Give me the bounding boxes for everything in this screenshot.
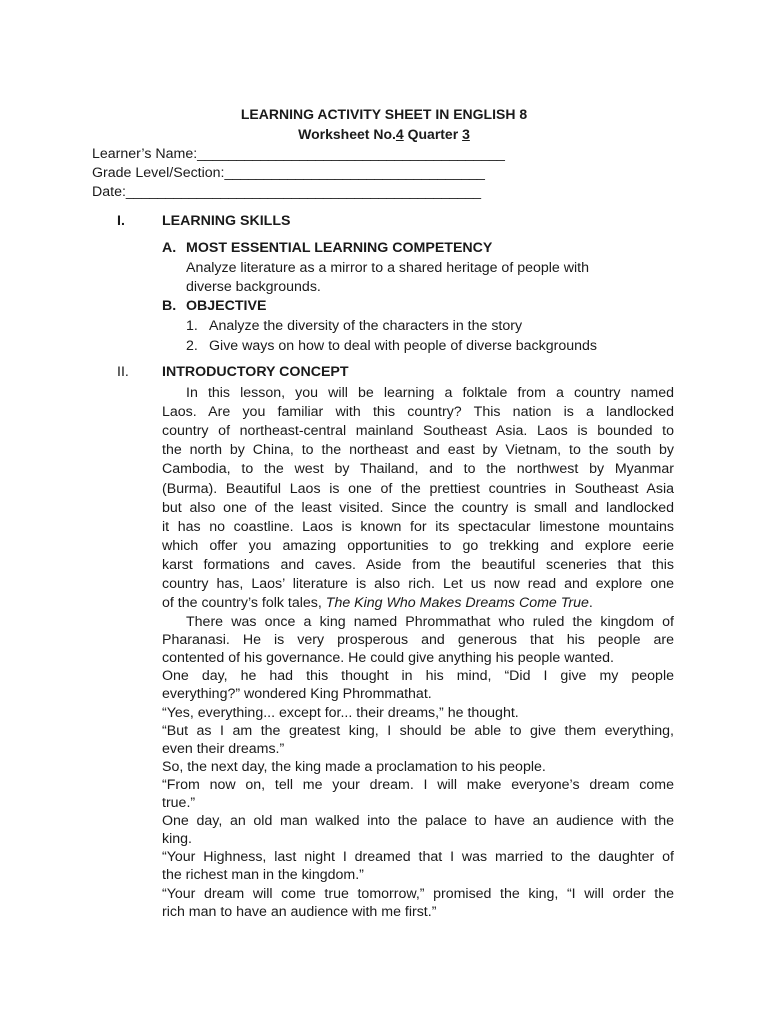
objective-1-num: 1. xyxy=(186,318,198,334)
competency-heading: MOST ESSENTIAL LEARNING COMPETENCY xyxy=(186,240,493,256)
competency-line-1: Analyze literature as a mirror to a shared heritage of people with xyxy=(186,260,589,276)
worksheet-number: 4 xyxy=(395,126,404,142)
learner-name-field: Learner’s Name:_______________________________________ xyxy=(92,146,505,162)
section2-heading: INTRODUCTORY CONCEPT xyxy=(162,364,349,380)
objective-2-text: Give ways on how to deal with people of diverse backgrounds xyxy=(209,338,598,354)
story-line: So, the next day, the king made a proclamation to his people. xyxy=(162,758,546,775)
intro-last-line xyxy=(162,594,593,612)
intro-line: karst formations and caves. Aside from the beautiful sceneries that this xyxy=(162,556,674,573)
intro-line: country has, Laos’ literature is also rich. Let us now read and explore one xyxy=(162,576,674,592)
story-line: “Your dream will come true tomorrow,” promised the king, “I will order the xyxy=(162,885,674,902)
section1-heading: LEARNING SKILLS xyxy=(162,213,291,229)
story-line: even their dreams.” xyxy=(162,740,285,757)
objective-label: B. xyxy=(162,298,177,314)
story-line: Pharanasi. He is very prosperous and generous that his people are xyxy=(162,632,674,649)
intro-last-prefix: of the country’s folk tales, xyxy=(162,595,326,611)
objective-heading: OBJECTIVE xyxy=(186,298,267,314)
story-line: rich man to have an audience with me first.” xyxy=(162,903,437,920)
story-line: “From now on, tell me your dream. I will make everyone’s dream come xyxy=(162,776,674,793)
story-line: the richest man in the kingdom.” xyxy=(162,867,364,884)
story-line: “Yes, everything... except for... their dreams,” he thought. xyxy=(162,704,519,721)
story-line: contented of his governance. He could give anything his people wanted. xyxy=(162,650,614,667)
competency-label: A. xyxy=(162,240,177,256)
story-line: king. xyxy=(162,831,192,848)
sheet-title: LEARNING ACTIVITY SHEET IN ENGLISH 8 xyxy=(240,106,528,122)
worksheet-quarter-line xyxy=(0,126,768,142)
story-line: “But as I am the greatest king, I should be able to give them everything, xyxy=(162,722,674,739)
story-line: everything?” wondered King Phrommathat. xyxy=(162,686,432,703)
worksheet-prefix: Worksheet No. xyxy=(298,126,396,142)
intro-line: country of northeast-central mainland Southeast Asia. Laos is bounded to xyxy=(162,423,674,440)
competency-line-2: diverse backgrounds. xyxy=(186,279,321,295)
date-field: Date:_____________________________________________ xyxy=(92,184,481,200)
section2-numeral: II. xyxy=(117,364,129,380)
objective-2-num: 2. xyxy=(186,338,198,354)
story-line: There was once a king named Phrommathat who ruled the kingdom of xyxy=(186,614,674,630)
intro-last-suffix: . xyxy=(588,595,593,611)
intro-line: it has no coastline. Laos is known for its spectacular limestone mountains xyxy=(162,518,674,535)
story-line: One day, an old man walked into the palace to have an audience with the xyxy=(162,813,674,830)
story-line: One day, he had this thought in his mind, “Did I give my people xyxy=(162,668,674,685)
quarter-label: Quarter xyxy=(403,126,463,142)
story-title: The King Who Makes Dreams Come True xyxy=(325,595,589,611)
intro-line: which offer you amazing opportunities to go trekking and explore eerie xyxy=(162,537,674,554)
intro-line: Cambodia, to the west by Thailand, and to the northwest by Myanmar xyxy=(162,461,674,478)
story-line: true.” xyxy=(162,795,196,811)
story-line: “Your Highness, last night I dreamed that I was married to the daughter of xyxy=(162,849,674,866)
intro-line: the north by China, to the northeast and east by Vietnam, to the south by xyxy=(162,442,674,459)
quarter-number: 3 xyxy=(462,126,470,142)
intro-line: but also one of the least visited. Since the country is small and landlocked xyxy=(162,499,674,516)
intro-line: (Burma). Beautiful Laos is one of the prettiest countries in Southeast Asia xyxy=(162,480,674,497)
section1-numeral: I. xyxy=(117,213,125,229)
intro-line: Laos. Are you familiar with this country? This nation is a landlocked xyxy=(162,404,674,421)
grade-section-field: Grade Level/Section:_________________________________ xyxy=(92,165,485,181)
objective-1-text: Analyze the diversity of the characters in the story xyxy=(209,318,523,334)
intro-line: In this lesson, you will be learning a folktale from a country named xyxy=(186,385,674,401)
